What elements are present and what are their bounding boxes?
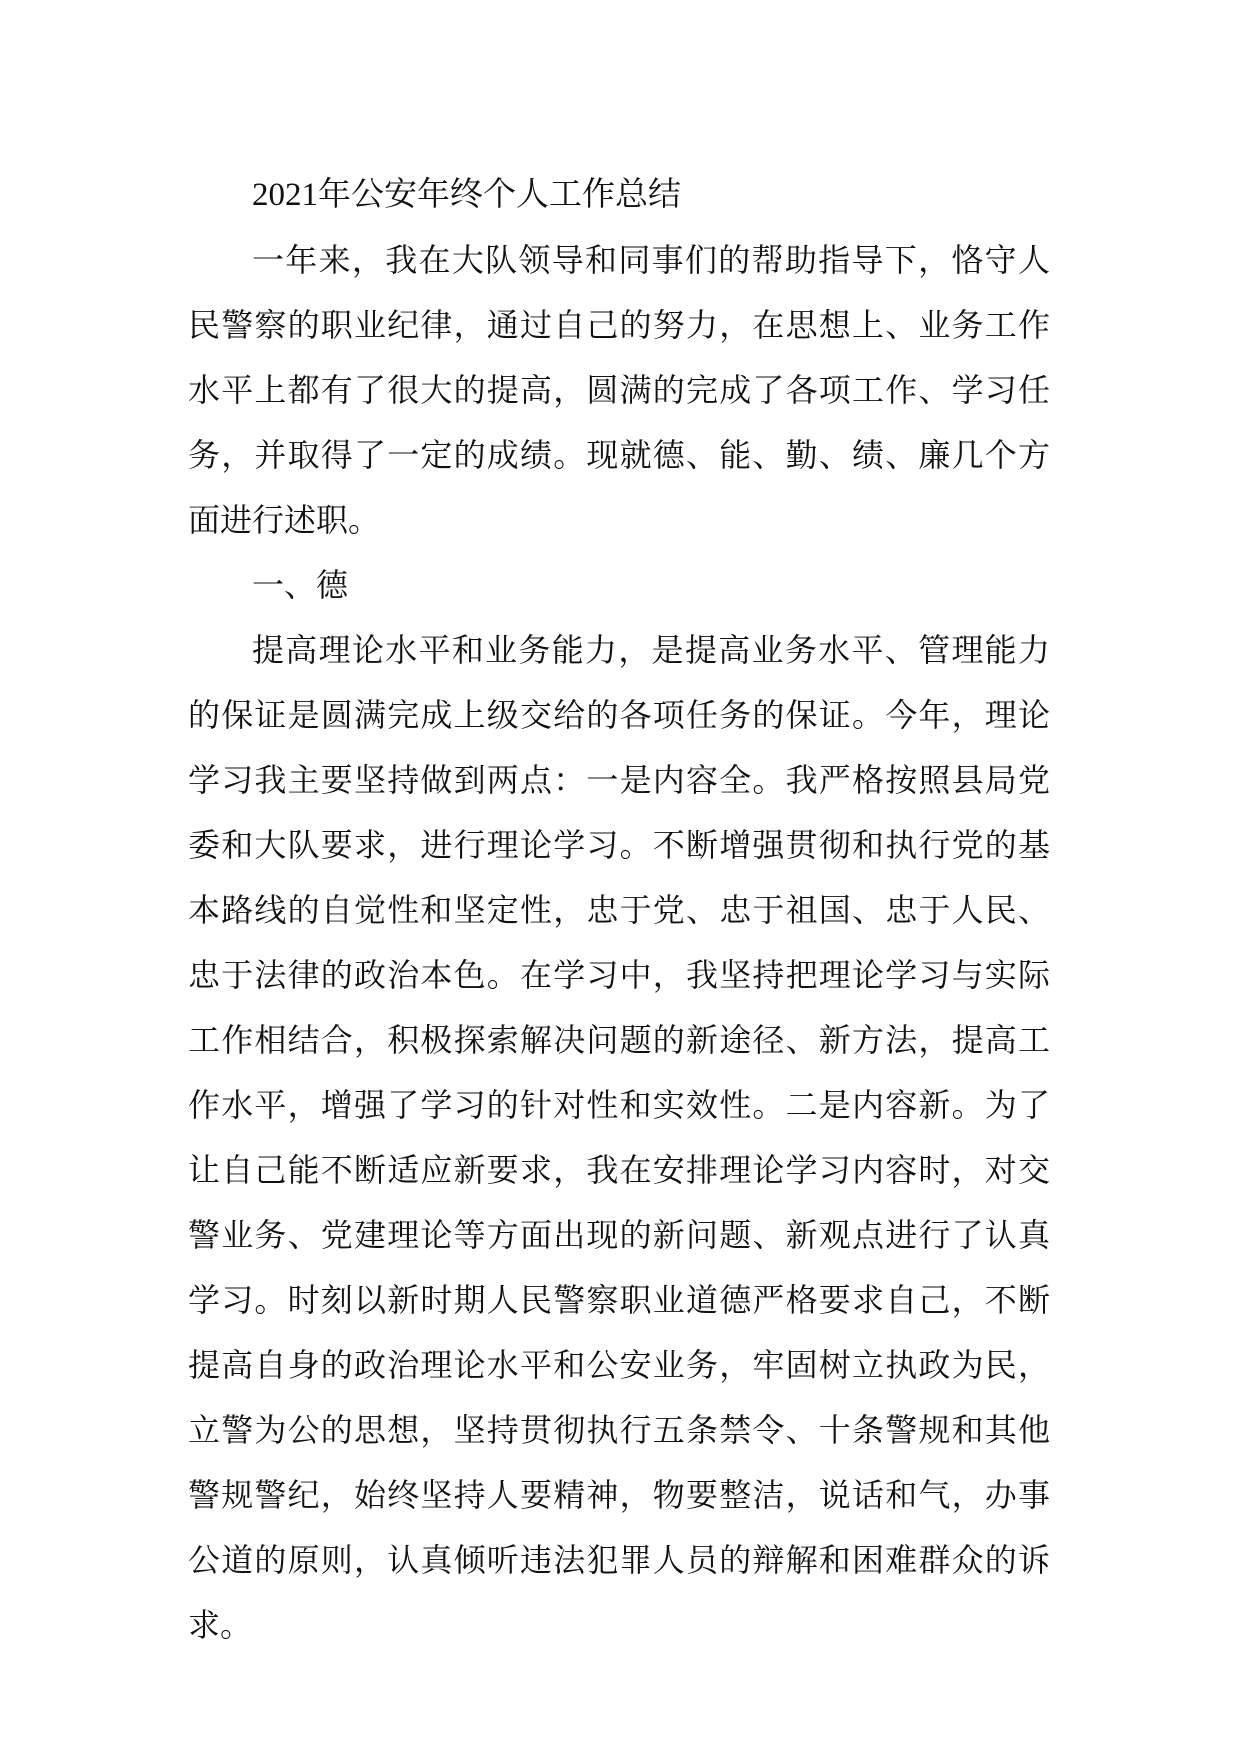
section-de-paragraph: 提高理论水平和业务能力，是提高业务水平、管理能力的保证是圆满完成上级交给的各项任务的保证。今年，理论学习我主要坚持做到两点：一是内容全。我严格按照县局党委和大队要求，进行理论学习。不断增强贯彻和执行党的基本路线的自觉性和坚定性，忠于党、忠于祖国、忠于人民、忠于法律的政治本色。在学习中，我坚持把理论学习与实际工作相结合，积极探索解决问题的新途径、新方法，提高工作水平，增强了学习的针对性和实效性。二是内容新。为了让自己能不断适应新要求，我在安排理论学习内容时，对交警业务、党建理论等方面出现的新问题、新观点进行了认真学习。时刻以新时期人民警察职业道德严格要求自己，不断提高自身的政治理论水平和公安业务，牢固树立执政为民，立警为公的思想，坚持贯彻执行五条禁令、十条警规和其他警规警纪，始终坚持人要精神，物要整洁，说话和气，办事公道的原则，认真倾听违法犯罪人员的辩解和困难群众的诉求。 [188, 631, 1050, 1644]
intro-paragraph: 一年来，我在大队领导和同事们的帮助指导下，恪守人民警察的职业纪律，通过自己的努力，在思想上、业务工作水平上都有了很大的提高，圆满的完成了各项工作、学习任务，并取得了一定的成绩。现就德、能、勤、绩、廉几个方面进行述职。 [188, 241, 1050, 539]
document-title: 2021年公安年终个人工作总结 [252, 177, 681, 213]
section-heading-de: 一、德 [252, 566, 349, 604]
document-body [188, 163, 1050, 1658]
